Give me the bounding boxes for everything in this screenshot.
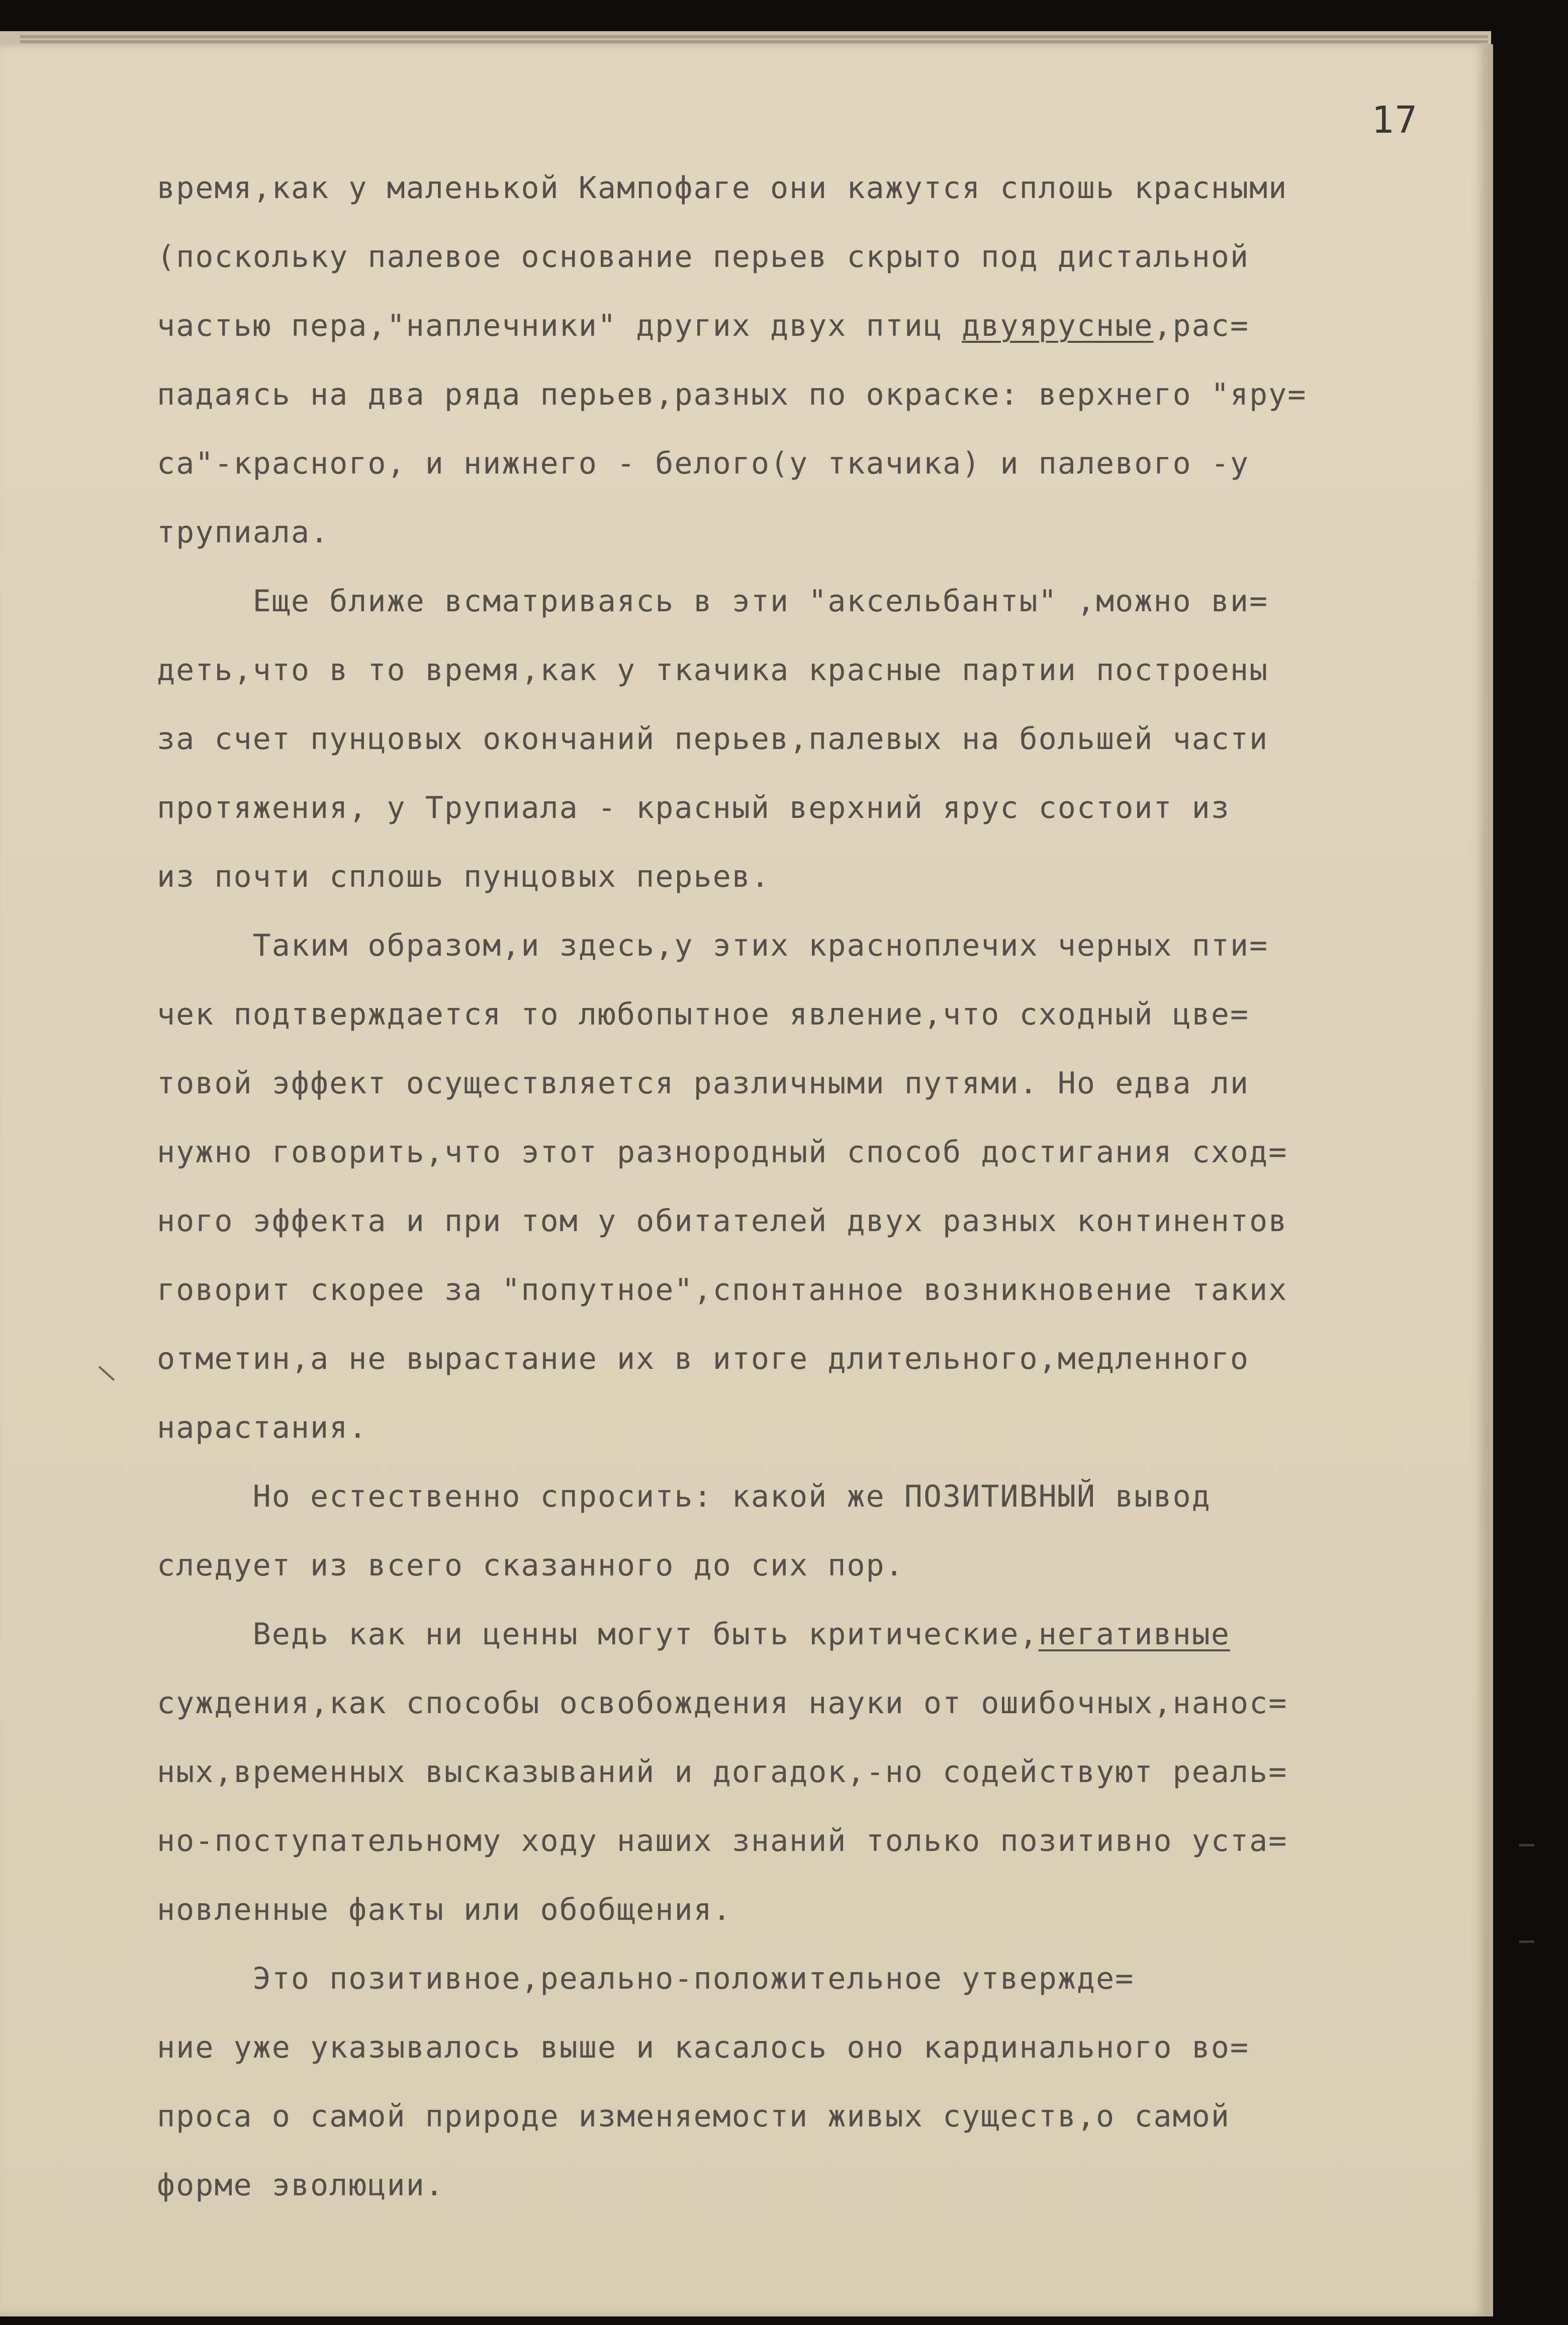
underlined-word: двуярусные [962, 308, 1154, 343]
text-line: время,как у маленькой Кампофаге они кажутся сплошь красными [157, 170, 1288, 206]
body-text [157, 154, 1484, 2220]
text-line: трупиала. [157, 515, 330, 550]
text-line: Это позитивное,реально-положительное утвержде= [157, 1961, 1135, 1996]
text-segment: частью пера,"наплечники" других двух птиц [157, 308, 962, 343]
text-line: падаясь на два ряда перьев,разных по окраске: верхнего "яру= [157, 377, 1307, 412]
page-edge [1488, 44, 1493, 2316]
text-line: чек подтверждается то любопытное явление,что сходный цве= [157, 997, 1250, 1032]
text-segment: ,рас= [1153, 308, 1250, 343]
stack-edge [20, 35, 1488, 38]
text-line: за счет пунцовых окончаний перьев,палевых на большей части [157, 721, 1269, 757]
text-line [157, 1600, 1484, 1669]
text-line: Еще ближе всматриваясь в эти "аксельбанты" ,можно ви= [157, 584, 1269, 619]
text-line: говорит скорее за "попутное",спонтанное возникновение таких [157, 1272, 1288, 1308]
text-line: форме эволюции. [157, 2168, 444, 2203]
text-line: ного эффекта и при том у обитателей двух разных континентов [157, 1203, 1288, 1239]
text-line: отметин,а не вырастание их в итоге длительного,медленного [157, 1341, 1250, 1376]
stack-edge [20, 40, 1488, 43]
text-line: следует из всего сказанного до сих пор. [157, 1548, 904, 1583]
text-line: Но естественно спросить: какой же ПОЗИТИВНЫЙ вывод [157, 1479, 1211, 1514]
text-line [157, 292, 1484, 360]
text-line: нарастания. [157, 1410, 368, 1445]
underlined-word: негативные [1038, 1617, 1230, 1652]
margin-tick-mark [1519, 1844, 1534, 1846]
text-line: Таким образом,и здесь,у этих красноплечих черных пти= [157, 928, 1269, 963]
text-line: (поскольку палевое основание перьев скрыто под дистальной [157, 239, 1250, 274]
text-line: нужно говорить,что этот разнородный способ достигания сход= [157, 1135, 1288, 1170]
text-segment: Ведь как ни ценны могут быть критические, [157, 1617, 1039, 1652]
text-line: проса о самой природе изменяемости живых существ,о самой [157, 2099, 1230, 2134]
text-line: ние уже указывалось выше и касалось оно кардинального во= [157, 2030, 1250, 2065]
text-line: протяжения, у Трупиала - красный верхний ярус состоит из [157, 790, 1230, 825]
text-line: товой эффект осуществляется различными путями. Но едва ли [157, 1066, 1250, 1101]
text-line: деть,что в то время,как у ткачика красные партии построены [157, 653, 1269, 688]
text-line: ных,временных высказываний и догадок,-но содействуют реаль= [157, 1754, 1288, 1790]
text-line: из почти сплошь пунцовых перьев. [157, 859, 770, 894]
text-line: но-поступательному ходу наших знаний только позитивно уста= [157, 1823, 1288, 1858]
text-line: суждения,как способы освобождения науки от ошибочных,нанос= [157, 1686, 1288, 1721]
page-number: 17 [1371, 99, 1419, 142]
text-line: новленные факты или обобщения. [157, 1892, 732, 1927]
margin-tick-mark [1519, 1940, 1534, 1943]
text-line: са"-красного, и нижнего - белого(у ткачика) и палевого -у [157, 446, 1250, 481]
